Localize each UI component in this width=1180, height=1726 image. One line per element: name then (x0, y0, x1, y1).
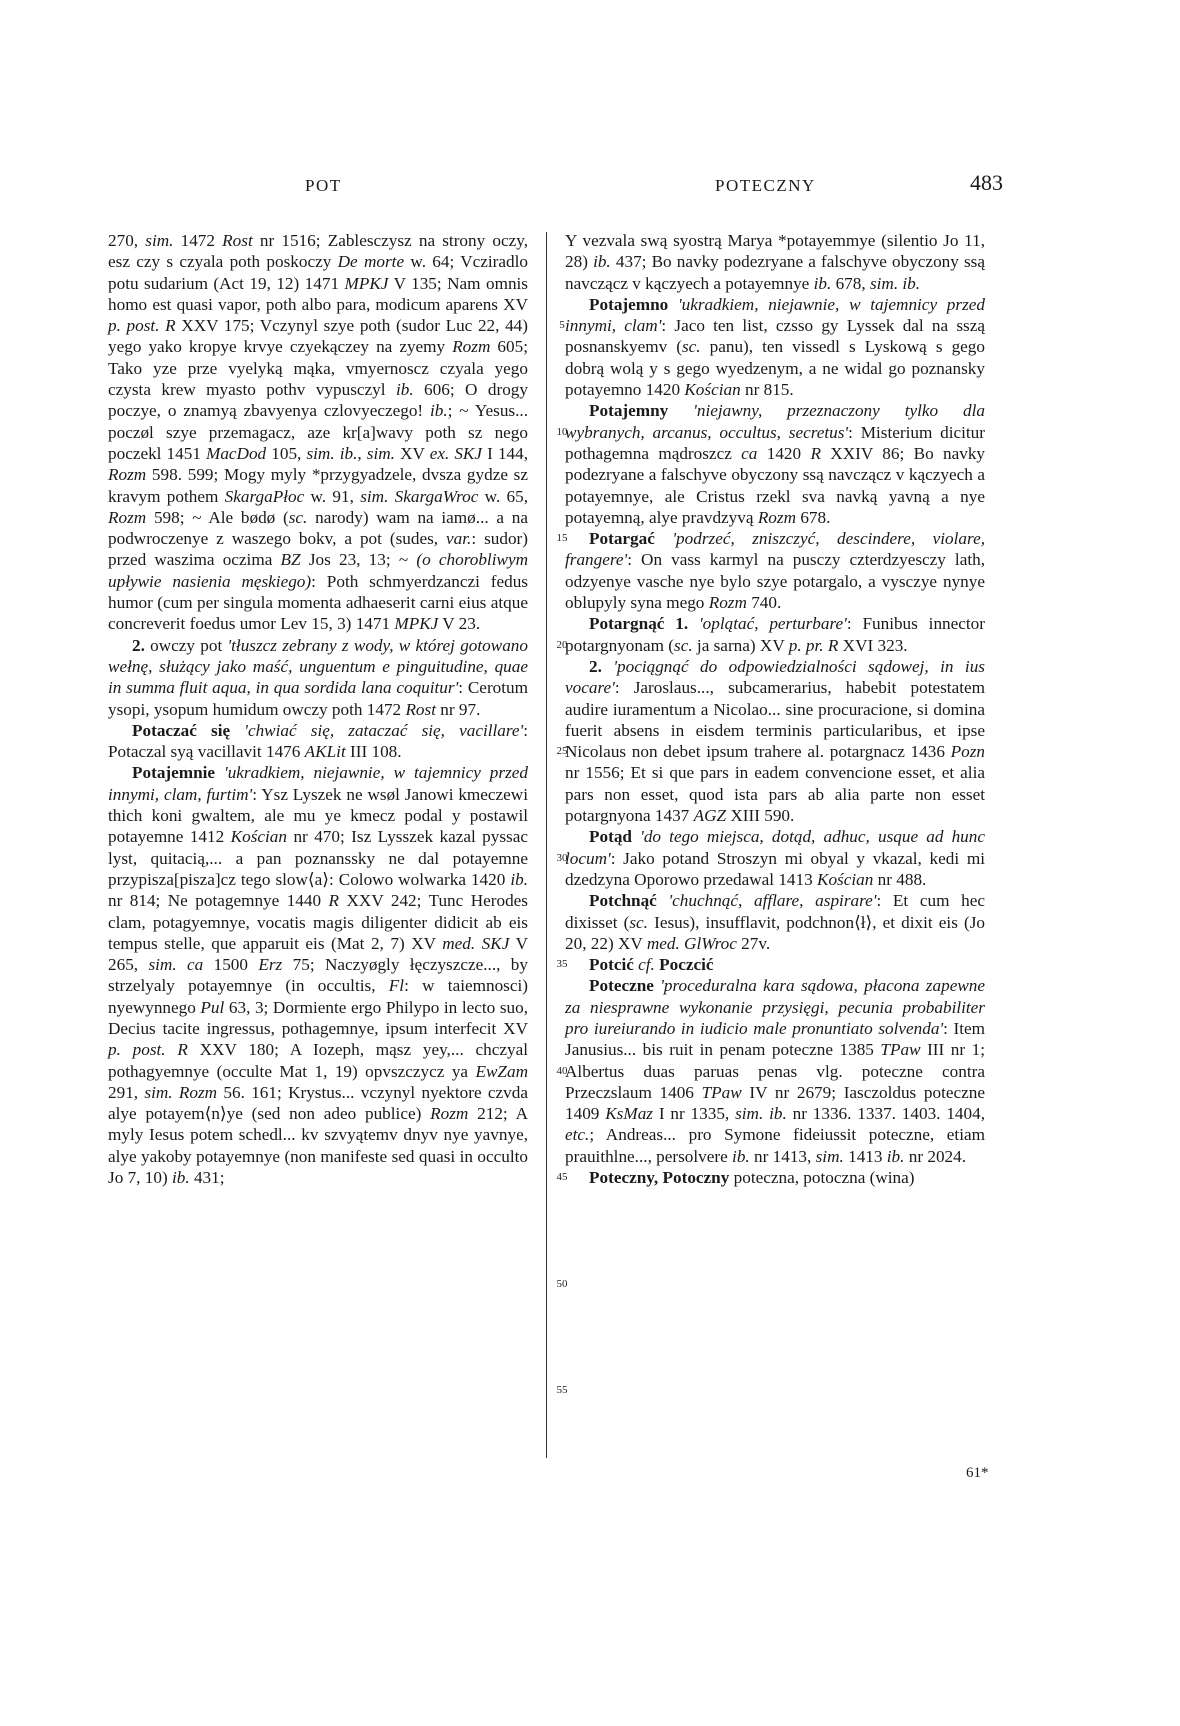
right-column-entry: Potchnąć 'chuchnąć, afflare, aspirare': Et cum hec dixisset (sc. Iesus), insufflavit, podchnon⟨ł⟩, et dixit eis (Jo 20, 22) XV med. GlWroc 27v. (565, 891, 986, 953)
column-divider (546, 232, 547, 1458)
right-column-entry: Potargać 'podrzeć, zniszczyć, descindere, violare, frangere': On vass karmyl na pusczy czterdzyesczy lath, odzyenye vasche nye bylo szye potargalo, a vysczye nynye oblupyly syna mego Rozm 740. (565, 529, 985, 613)
right-column (565, 230, 985, 1188)
line-number: 25 (556, 745, 568, 758)
line-number: 15 (556, 532, 568, 545)
right-column-entry: 2. 'pociągnąć do odpowiedzialności sądowej, in ius vocare': Jaroslaus..., subcamerarius, habebit potestatem audire iuramentum a Nicolao... sine procuracione, si domina fuerit absens in eisdem terminis particularibus, et ipse Nicolaus non debet ipsum trahere al. potargnacz 1436 Pozn nr 1556; Et si que pars in eadem convencione esset, et alia pars non esset, quod ista pars ab alia parte non esset potargnyona 1437 AGZ XIII 590. (565, 656, 985, 826)
left-column-entry: Potaczać się 'chwiać się, zataczać się, vacillare': Potaczal syą vacillavit 1476 AKLit III 108. (108, 720, 529, 762)
left-column (108, 230, 528, 1188)
line-number: 40 (556, 1064, 568, 1077)
running-head-left: POT (305, 176, 342, 195)
right-column-entry: Potargnąć 1. 'oplątać, perturbare': Funibus innector potargnyonam (sc. ja sarna) XV p. pr. R XVI 323. (565, 614, 985, 655)
line-number: 30 (556, 851, 568, 864)
right-column-entry: Potąd 'do tego miejsca, dotąd, adhuc, usque ad hunc locum': Jako potand Stroszyn mi obyal y vkazal, kedi mi dzedzyna Oporowo przedawal 1413 Kościan nr 488. (565, 827, 986, 889)
line-number: 20 (556, 638, 568, 651)
line-number: 35 (556, 958, 568, 971)
sheet-signature: 61* (966, 1465, 989, 1481)
left-column-entry: Potajemnie 'ukradkiem, niejawnie, w tajemnicy przed innymi, clam, furtim': Ysz Lyszek ne wsøl Janowi kmeczewi thich koni gwaltem, ale mu ye kmecz podal y postawil potayemne 1412 Kościan nr 470; Isz Lysszek kazal pyssac lyst, quitacią,... a pan poznanssky ne dal potayemne przypisza[pisza]cz tego slow⟨a⟩: Colowo wolwarka 1420 ib. nr 814; Ne potagemnye 1440 R XXV 242; Tunc Herodes clam, potagyemnye, vocatis magis diligenter didicit ab eis tempus stelle, que apparuit eis (Mat 2, 7) XV med. SKJ V 265, sim. ca 1500 Erz 75; Naczyøgly łęczyszcze..., by strzelyaly potayemnye (in occultis, Fl: w taiemnosci) nyewynnego Pul 63, 3; Dormiente ergo Philypo in lecto suo, Decius tacite ingressus, pothagemnye, ipsum interfecit XV p. post. R XXV 180; A Iozeph, mąsz yey,... chczyal pothagyemnye (occulte Mat 1, 19) opvszczycz ya EwZam 291, sim. Rozm 56. 161; Krystus... vczynyl nyektore czvda alye potayem⟨n⟩ye (sed non adeo publice) Rozm 212; A myly Iesus potem schedl... kv szvyątemv dnyv nye yavnye, alye yakoby potayemnye (non manifeste sed quasi in occulto Jo 7, 10) ib. 431; (108, 763, 529, 1188)
running-head-right: POTECZNY (715, 176, 816, 195)
right-column-entry: Potajemny 'niejawny, przeznaczony tylko dla wybranych, arcanus, occultus, secretus': Misterium dicitur pothagemna mądroszcz ca 1420 R XXIV 86; Bo navky podezryane a falschyve obyczony ssą navcząсz v kączyech a potayemnye, ale Cristus rzekl sva navką yavną a nye potayemną, alye pravdzyvą Rozm 678. (565, 401, 986, 527)
line-number: 55 (556, 1384, 568, 1397)
right-column-entry: Y vezvala swą syostrą Marya *potayemmye (silentio Jo 11, 28) ib. 437; Bo navky podezryane a falschyve obyczony ssą navcząсz v kączyech a potayemnye ib. 678, sim. ib. (565, 231, 985, 293)
right-column-entry: Poteczny, Potoczny poteczna, potoczna (wina) (589, 1168, 915, 1188)
left-column-entry: 2. owczy pot 'tłuszcz zebrany z wody, w której gotowano wełnę, służący jako maść, unguentum e pinguitudine, quae in summa fluit aqua, in qua sordida lana coquitur': Cerotum ysopi, ysopum humidum owczy poth 1472 Rost nr 97. (108, 635, 528, 719)
line-number: 5 (559, 319, 565, 332)
left-column-entry: 270, sim. 1472 Rost nr 1516; Zablesczysz na strony oczy, esz czy s czyala poth poskoczy De morte w. 64; Vcziradlo potu sudarium (Act 19, 12) 1471 MPKJ V 135; Nam omnis homo est quasi vapor, poth albo para, modicum aparens XV p. post. R XXV 175; Vczynyl szye poth (sudor Luc 22, 44) yego yako kropye krvye czyekączey na zyemy Rozm 605; Tako yze prze vyelyką mąka, vmyernoscz czyala yego czysta krew myasto pothv vypusczyl ib. 606; O drogy poczye, o znamyą zbavyenya czlovyeczego! ib.; ~ Yesus... poczøl szye przemagacz, aze kr[a]wavy poth sz nego poczekl 1451 MacDod 105, sim. ib., sim. XV ex. SKJ I 144, Rozm 598. 599; Mogy myly *przygyadzele, dvsza gydze sz kravym pothem SkargaPłoc w. 91, sim. SkargaWroc w. 65, Rozm 598; ~ Ale bødø (sc. narody) wam na iamø... a na podwroczenye z waszego bokv, a pot (sudes, var.: sudor) przed waszima oczima BZ Jos 23, 13; ~ (o chorobliwym upływie nasienia męskiego): Poth schmyerdzanczi fedus humor (cum per singula momenta adhaeserit carni eius atque concreverit foedus umor Lev 15, 3) 1471 MPKJ V 23. (108, 231, 529, 634)
right-column-entry: Potcić cf. Poczcić (589, 955, 714, 975)
line-number: 45 (556, 1171, 568, 1184)
line-number: 50 (556, 1277, 568, 1290)
line-number: 10 (556, 425, 568, 438)
right-column-entry: Potajemno 'ukradkiem, niejawnie, w tajemnicy przed innymi, clam': Jaco ten list, czsso gy Lyssek dal na sszą posnanskyemv (sc. panu), ten vissedl s Lyskową s gego dobrą wolą y s gego wyedzenym, a ne widal go poznansky potayemno 1420 Kościan nr 815. (565, 294, 985, 400)
page-number: 483 (970, 170, 1003, 195)
right-column-entry: Poteczne 'proceduralna kara sądowa, płacona zapewne za niesprawne wykonanie przysięgi, pecunia probabiliter pro iureiurando in iudicio male pronuntiato solvenda': Item Janusius... bis ruit in penam poteczne 1385 TPaw III nr 1; Albertus duas paruas penas vlg. poteczne contra Przeczslaum 1406 TPaw IV nr 2679; Iasczoldus poteczne 1409 KsMaz I nr 1335, sim. ib. nr 1336. 1337. 1403. 1404, etc.; Andreas... pro Symone fideiussit poteczne, etiam prauithlne..., persolvere ib. nr 1413, sim. 1413 ib. nr 2024. (565, 976, 986, 1166)
